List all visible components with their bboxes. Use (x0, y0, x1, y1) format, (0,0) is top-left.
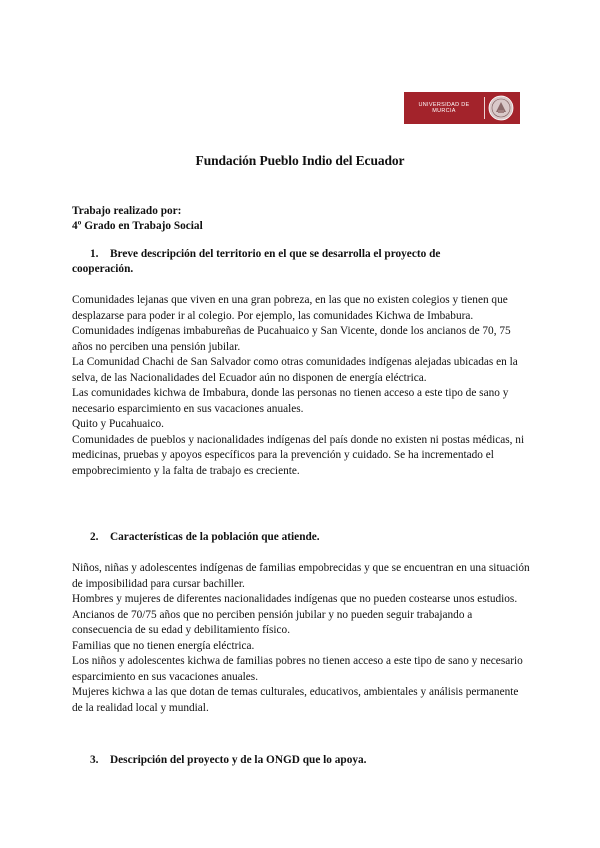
section-1-body (72, 293, 530, 479)
paragraph: Mujeres kichwa a las que dotan de temas culturales, educativos, ambientales y análisis permanente de la realidad local y mundial. (72, 686, 519, 714)
section-1-heading-line-2: cooperación. (72, 263, 134, 275)
section-2-heading-text: Características de la población que atiende. (110, 531, 320, 543)
paragraph: Las comunidades kichwa de Imbabura, donde las personas no tienen acceso a este tipo de sano y necesario esparcimiento en sus vacaciones anuales. (72, 387, 509, 415)
author-label: Trabajo realizado por: (72, 205, 182, 217)
paragraph: Comunidades lejanas que viven en una gran pobreza, en las que no existen colegios y tienen que desplazarse para poder ir al colegio. Por ejemplo, las comunidades Kichwa de Imbabura. (72, 294, 508, 322)
logo-line-1: UNIVERSIDAD DE (418, 102, 470, 108)
paragraph: Comunidades de pueblos y nacionalidades indígenas del país donde no existen ni postas médicas, ni medicinas, pruebas y apoyos específicos para la prevención y cuidado. Se ha incrementado el empobrecimiento y la falta de trabajo es creciente. (72, 433, 525, 477)
university-seal-icon (488, 95, 514, 121)
paragraph: Familias que no tienen energía eléctrica. (72, 639, 255, 652)
document-title: Fundación Pueblo Indio del Ecuador (195, 153, 405, 168)
paragraph: Ancianos de 70/75 años que no perciben pensión jubilar y no pueden seguir trabajando a consecuencia de su edad y debilitamiento físico. (72, 608, 473, 636)
section-1-heading (72, 247, 542, 277)
paragraph: Quito y Pucahuaico. (72, 418, 164, 430)
paragraph: Los niños y adolescentes kichwa de familias pobres no tienen acceso a este tipo de sano y necesario esparcimiento en sus vacaciones anuales. (72, 655, 523, 683)
logo-line-2: MURCIA (432, 108, 456, 114)
section-3-heading (72, 753, 542, 768)
section-2-number: 2. (90, 531, 99, 543)
section-2-body (72, 561, 530, 716)
section-1-number: 1. (90, 248, 99, 260)
university-logo (404, 92, 520, 124)
logo-wordmark (404, 102, 484, 114)
author-degree: 4º Grado en Trabajo Social (72, 220, 203, 232)
section-3-number: 3. (90, 754, 99, 766)
paragraph: Hombres y mujeres de diferentes nacionalidades indígenas que no pueden costearse unos estudios. (72, 593, 518, 605)
section-1-heading-line-1: Breve descripción del territorio en el que se desarrolla el proyecto de (110, 248, 441, 260)
section-3-heading-text: Descripción del proyecto y de la ONGD que lo apoya. (110, 754, 367, 766)
paragraph: Niños, niñas y adolescentes indígenas de familias empobrecidas y que se encuentran en una situación de imposibilidad para cursar bachiller. (72, 562, 530, 590)
paragraph: La Comunidad Chachi de San Salvador como otras comunidades indígenas alejadas ubicadas en la selva, de las Nacionalidades del Ecuador aún no disponen de energía eléctrica. (72, 356, 518, 384)
paragraph: Comunidades indígenas imbabureñas de Pucahuaico y San Vicente, donde los ancianos de 70, 75 años no perciben una pensión jubilar. (72, 325, 511, 353)
section-2-heading (72, 530, 542, 545)
logo-divider (484, 97, 485, 119)
